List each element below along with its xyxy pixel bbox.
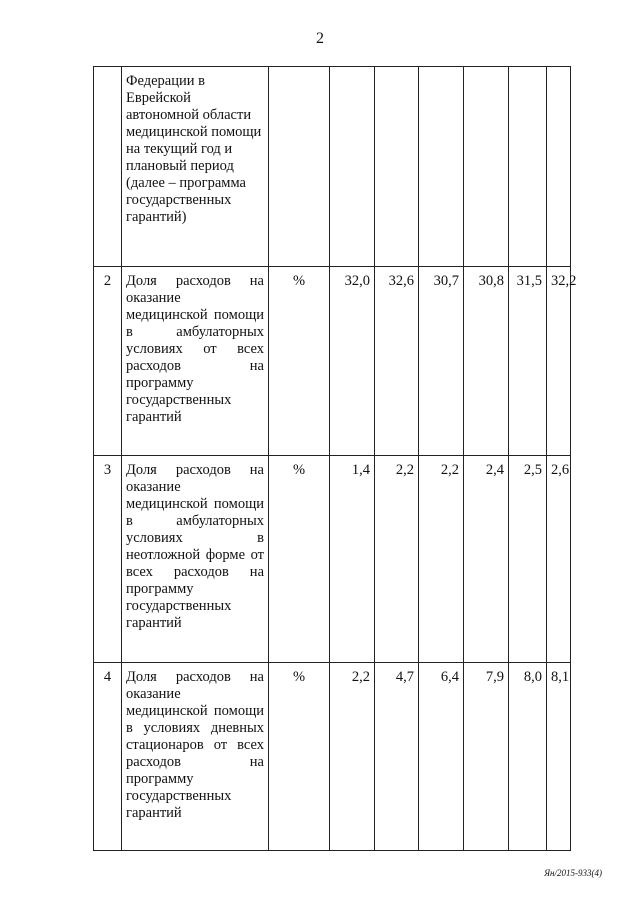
value-cell: 8,0 [509,663,547,851]
value-cell [464,67,509,267]
value-cell [330,67,375,267]
row-number: 2 [94,267,122,456]
value-cell: 7,9 [464,663,509,851]
indicators-table [93,66,577,851]
row-number [94,67,122,267]
unit-cell [269,67,330,267]
value-cell: 6,4 [419,663,464,851]
indicator-name: Федерации в Еврейской автономной области медицинской помощи на текущий год и плановый период (далее – программа государственных гарантий) [122,67,269,267]
table-row [94,267,571,456]
page-number: 2 [316,30,324,47]
value-cell: 8,1 [547,663,571,851]
value-cell: 2,2 [375,456,419,663]
row-number: 3 [94,456,122,663]
table-row [94,663,571,851]
value-cell: 32,6 [375,267,419,456]
value-cell [419,67,464,267]
value-cell: 32,2 [547,267,571,456]
unit-cell: % [269,456,330,663]
row-number: 4 [94,663,122,851]
value-cell [375,67,419,267]
indicator-name: Доля расходов на оказание медицинской помощи в условиях дневных стационаров от всех расходов на программу государственных гарантий [122,663,269,851]
indicator-name: Доля расходов на оказание медицинской помощи в амбулаторных условиях от всех расходов на программу государственных гарантий [122,267,269,456]
value-cell [509,67,547,267]
table-row [94,67,571,267]
value-cell: 2,6 [547,456,571,663]
value-cell: 30,7 [419,267,464,456]
value-cell [547,67,571,267]
document-code: Ян/2015-933(4) [544,868,602,878]
value-cell: 4,7 [375,663,419,851]
value-cell: 31,5 [509,267,547,456]
value-cell: 2,5 [509,456,547,663]
table-row [94,456,571,663]
value-cell: 2,2 [330,663,375,851]
value-cell: 1,4 [330,456,375,663]
value-cell: 32,0 [330,267,375,456]
value-cell: 2,2 [419,456,464,663]
value-cell: 30,8 [464,267,509,456]
unit-cell: % [269,663,330,851]
unit-cell: % [269,267,330,456]
indicator-name: Доля расходов на оказание медицинской помощи в амбулаторных условиях в неотложной форме от всех расходов на программу государственных гарантий [122,456,269,663]
value-cell: 2,4 [464,456,509,663]
